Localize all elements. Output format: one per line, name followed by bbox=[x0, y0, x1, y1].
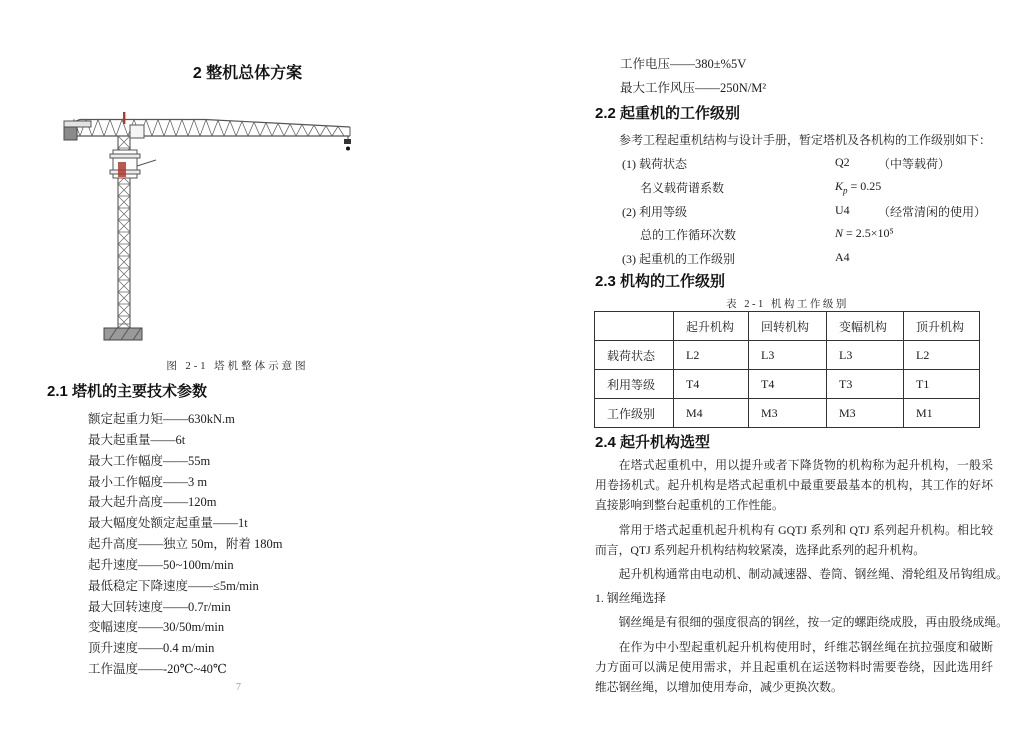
table-cell: M1 bbox=[904, 399, 980, 428]
table-header-row bbox=[595, 312, 980, 341]
table-cell: T4 bbox=[674, 370, 749, 399]
table-row bbox=[595, 399, 980, 428]
tower-crane-figure bbox=[60, 110, 360, 342]
parameter-item: 起升速度——50~100m/min bbox=[88, 557, 234, 572]
tower-head-tie bbox=[123, 112, 125, 124]
parameter-item: 最大工作幅度——55m bbox=[88, 453, 211, 468]
parameter-item: 最小工作幅度——3 m bbox=[88, 474, 208, 489]
parameter-item: 工作温度——-20℃~40℃ bbox=[88, 662, 227, 677]
table-cell: M3 bbox=[749, 399, 827, 428]
grade-note: （经常清闲的使用） bbox=[878, 205, 987, 219]
grade-value: Q2 bbox=[835, 155, 850, 169]
grade-value: A4 bbox=[835, 250, 850, 264]
trolley-block bbox=[344, 139, 351, 144]
table-row bbox=[595, 341, 980, 370]
parameter-item: 最大幅度处额定起重量——1t bbox=[88, 516, 248, 531]
parameter-item: 起升高度——独立 50m，附着 180m bbox=[88, 537, 283, 552]
table-row-label: 工作级别 bbox=[595, 399, 674, 428]
table-row bbox=[595, 370, 980, 399]
parameter-item: 工作电压——380±%5V bbox=[620, 57, 747, 71]
parameter-list-continued bbox=[620, 52, 766, 100]
grade-formula: N = 2.5×10⁵ bbox=[835, 226, 894, 240]
section-2-4-body bbox=[595, 455, 1008, 701]
counterweight-block bbox=[64, 127, 77, 140]
section-2-2-intro: 参考工程起重机结构与设计手册，暂定塔机及各机构的工作级别如下： bbox=[619, 133, 992, 147]
table-header-cell: 起升机构 bbox=[674, 312, 749, 341]
paragraph: 起升机构通常由电动机、制动减速器、卷筒、钢丝绳、滑轮组及吊钩组成。 bbox=[618, 567, 1008, 582]
table-cell: L2 bbox=[904, 341, 980, 370]
grade-row bbox=[595, 226, 995, 246]
parameter-item: 最大起重量——6t bbox=[88, 432, 186, 447]
cage-red-section bbox=[118, 162, 126, 177]
parameter-item: 额定起重力矩——630kN.m bbox=[88, 412, 235, 426]
figure-caption: 图 2-1 塔机整体示意图 bbox=[166, 361, 309, 372]
grade-row bbox=[595, 203, 995, 223]
chapter-title: 2 整机总体方案 bbox=[192, 65, 303, 82]
table-header-cell: 回转机构 bbox=[749, 312, 827, 341]
table-caption: 表 2-1 机构工作级别 bbox=[726, 299, 849, 310]
table-cell: T1 bbox=[904, 370, 980, 399]
section-2-3-heading: 2.3 机构的工作级别 bbox=[595, 273, 726, 290]
hook-dot bbox=[346, 147, 350, 151]
parameter-item: 最大回转速度——0.7r/min bbox=[88, 599, 231, 614]
grade-formula: $K_p = 0.25$ bbox=[835, 179, 882, 196]
table-header-cell: 顶升机构 bbox=[904, 312, 980, 341]
parameter-item: 最大工作风压——250N/M² bbox=[620, 81, 767, 95]
paragraph: 常用于塔式起重机起升机构有 GQTJ 系列和 QTJ 系列起升机构。相比较而言，QTJ 系列起升机构结构较紧凑，选择此系列的起升机构。 bbox=[595, 522, 993, 557]
grade-label: (2) 利用等级 bbox=[622, 205, 687, 219]
section-2-4-heading: 2.4 起升机构选型 bbox=[595, 434, 711, 451]
grade-label: 名义载荷谱系数 bbox=[640, 181, 725, 195]
grade-label: (3) 起重机的工作级别 bbox=[622, 252, 735, 266]
page-number: 7 bbox=[236, 682, 241, 693]
table-cell: L2 bbox=[674, 341, 749, 370]
table-cell: T3 bbox=[827, 370, 904, 399]
grade-row bbox=[595, 179, 995, 199]
paragraph: 在作为中小型起重机起升机构使用时，纤维芯钢丝绳在抗拉强度和破断力方面可以满足使用需求，并且起重机在运送物料时需要卷绕，因此选用纤维芯钢丝绳，以增加使用寿命，减少更换次数。 bbox=[595, 639, 993, 695]
jib-lattice bbox=[68, 120, 344, 137]
table-header-cell: 变幅机构 bbox=[827, 312, 904, 341]
slewing-cab bbox=[130, 125, 144, 138]
table-cell: L3 bbox=[827, 341, 904, 370]
parameter-item: 最低稳定下降速度——≤5m/min bbox=[88, 578, 259, 593]
mechanism-grade-table bbox=[594, 311, 980, 428]
section-2-2-heading: 2.2 起重机的工作级别 bbox=[595, 105, 741, 122]
table-row-label: 利用等级 bbox=[595, 370, 674, 399]
grade-label: (1) 载荷状态 bbox=[622, 157, 687, 171]
grade-note: （中等载荷） bbox=[878, 157, 951, 171]
table-cell: M4 bbox=[674, 399, 749, 428]
table-row-label: 载荷状态 bbox=[595, 341, 674, 370]
counter-jib-bracket bbox=[64, 121, 91, 127]
table-cell: T4 bbox=[749, 370, 827, 399]
cage-flange-upper bbox=[110, 154, 140, 158]
parameter-list bbox=[88, 409, 458, 680]
grade-row bbox=[595, 250, 995, 270]
paragraph: 在塔式起重机中，用以提升或者下降货物的机构称为起升机构，一般采用卷扬机式。起升机构是塔式起重机中最重要最基本的机构，其工作的好坏直接影响到整台起重机的工作性能。 bbox=[595, 458, 993, 513]
grade-label: 总的工作循环次数 bbox=[640, 228, 737, 242]
table-header-cell bbox=[595, 312, 674, 341]
grade-value: U4 bbox=[835, 203, 850, 217]
parameter-item: 变幅速度——30/50m/min bbox=[88, 620, 225, 635]
cage-strut bbox=[137, 160, 156, 166]
grade-row bbox=[595, 155, 995, 175]
parameter-item: 顶升速度——0.4 m/min bbox=[88, 641, 215, 656]
parameter-item: 最大起升高度——120m bbox=[88, 495, 217, 510]
table-cell: M3 bbox=[827, 399, 904, 428]
table-cell: L3 bbox=[749, 341, 827, 370]
subsection-heading: 1. 钢丝绳选择 bbox=[595, 591, 666, 606]
section-2-1-heading: 2.1 塔机的主要技术参数 bbox=[47, 383, 208, 400]
paragraph: 钢丝绳是有很细的强度很高的钢丝，按一定的螺距绕成股，再由股绕成绳。 bbox=[618, 615, 1008, 630]
